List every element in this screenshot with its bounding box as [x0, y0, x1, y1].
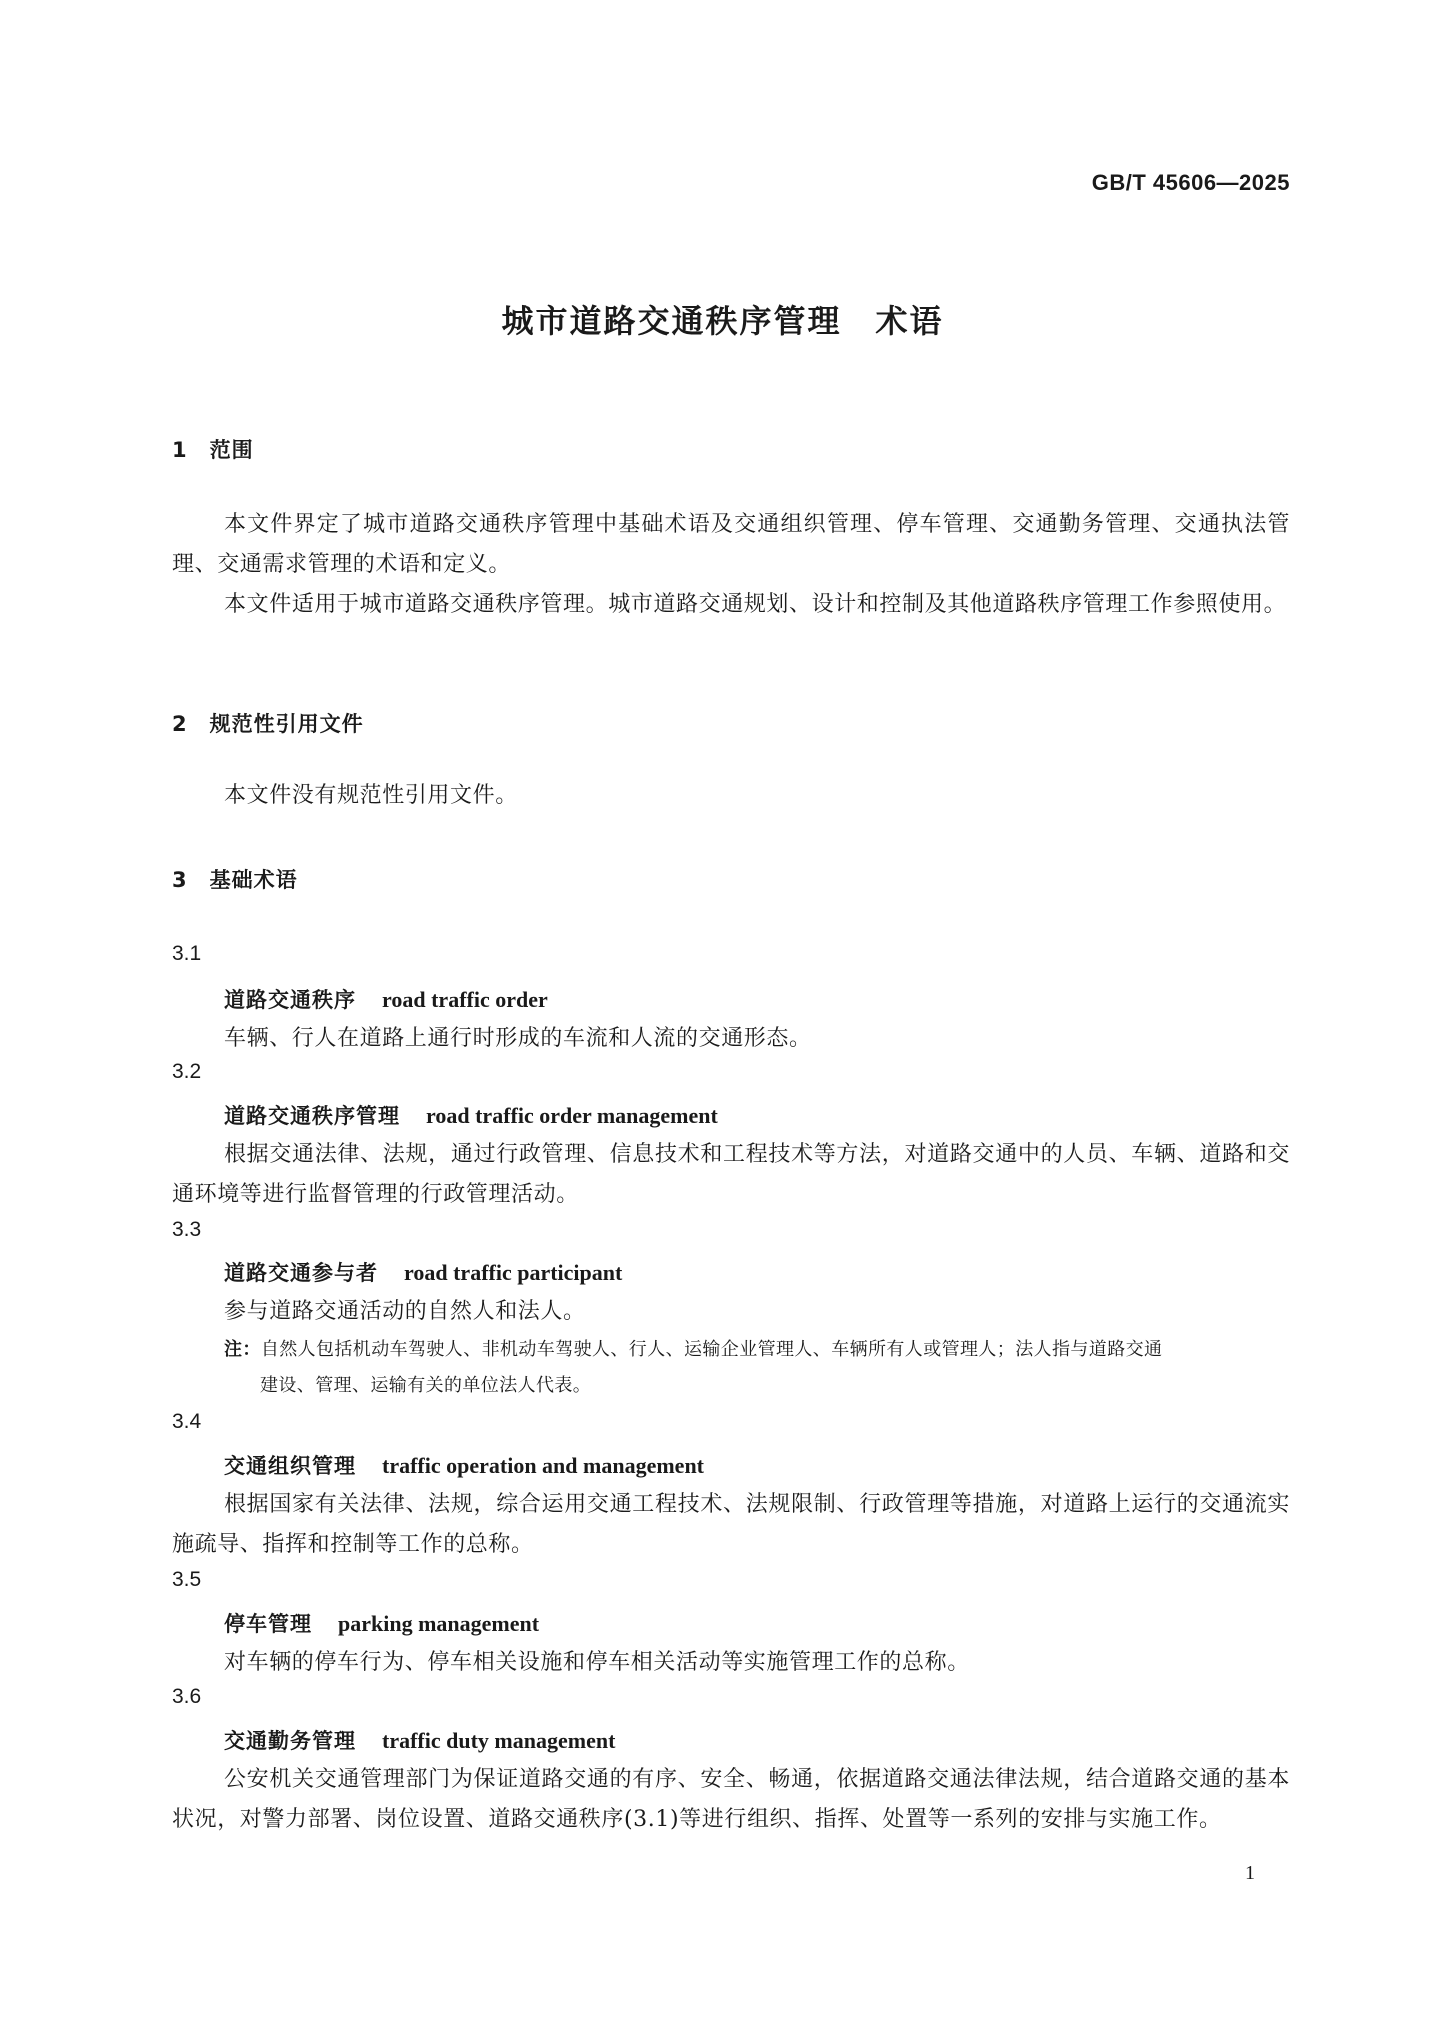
page-number: 1: [1245, 1862, 1255, 1884]
term-definition: 公安机关交通管理部门为保证道路交通的有序、安全、畅通，依据道路交通法律法规，结合道路交通的基本状况，对警力部署、岗位设置、道路交通秩序(3.1)等进行组织、指挥、处置等一系列的安排与实施工作。: [172, 1767, 1290, 1832]
paragraph-scope-2: 本文件适用于城市道路交通秩序管理。城市道路交通规划、设计和控制及其他道路秩序管理工作参照使用。: [224, 592, 1287, 617]
note-label: 注：: [224, 1339, 261, 1360]
term-definition: 根据国家有关法律、法规，综合运用交通工程技术、法规限制、行政管理等措施，对道路上运行的交通流实施疏导、指挥和控制等工作的总称。: [172, 1492, 1290, 1557]
term-definition: 根据交通法律、法规，通过行政管理、信息技术和工程技术等方法，对道路交通中的人员、车辆、道路和交通环境等进行监督管理的行政管理活动。: [172, 1142, 1290, 1207]
term-english: road traffic order management: [426, 1103, 718, 1128]
term-chinese: 停车管理: [224, 1612, 312, 1636]
term-english: traffic duty management: [382, 1728, 616, 1753]
term-english: road traffic participant: [404, 1260, 623, 1285]
term-chinese: 道路交通秩序管理: [224, 1104, 400, 1128]
term-note: [224, 1332, 1290, 1368]
term-number: 3.1: [172, 942, 202, 965]
term-heading: [224, 1725, 615, 1755]
section-heading-basic-terms: 3 基础术语: [172, 868, 298, 892]
section-heading-normative-references: 2 规范性引用文件: [172, 712, 364, 736]
term-heading: [224, 1608, 539, 1638]
term-number: 3.5: [172, 1568, 202, 1591]
term-english: traffic operation and management: [382, 1453, 705, 1478]
term-chinese: 交通勤务管理: [224, 1729, 356, 1753]
term-number: 3.2: [172, 1060, 202, 1083]
term-definition: 参与道路交通活动的自然人和法人。: [224, 1299, 586, 1324]
term-heading: [224, 984, 548, 1014]
paragraph-normative-references: 本文件没有规范性引用文件。: [224, 783, 518, 808]
term-chinese: 道路交通参与者: [224, 1261, 378, 1285]
term-heading: [224, 1257, 622, 1287]
term-definition: 对车辆的停车行为、停车相关设施和停车相关活动等实施管理工作的总称。: [224, 1650, 970, 1675]
term-chinese: 道路交通秩序: [224, 988, 356, 1012]
term-heading: [224, 1450, 704, 1480]
term-english: parking management: [338, 1611, 540, 1636]
paragraph-scope-1: 本文件界定了城市道路交通秩序管理中基础术语及交通组织管理、停车管理、交通勤务管理、交通执法管理、交通需求管理的术语和定义。: [172, 512, 1290, 577]
note-text: 自然人包括机动车驾驶人、非机动车驾驶人、行人、运输企业管理人、车辆所有人或管理人；法人指与道路交通: [260, 1339, 1163, 1360]
term-number: 3.6: [172, 1685, 202, 1708]
term-number: 3.4: [172, 1410, 202, 1433]
term-heading: [224, 1100, 718, 1130]
term-note-continuation: 建设、管理、运输有关的单位法人代表。: [260, 1375, 592, 1396]
term-chinese: 交通组织管理: [224, 1454, 356, 1478]
standard-number: GB/T 45606—2025: [1091, 170, 1290, 195]
term-definition: 车辆、行人在道路上通行时形成的车流和人流的交通形态。: [224, 1026, 812, 1051]
term-number: 3.3: [172, 1218, 202, 1241]
section-heading-scope: 1 范围: [172, 438, 254, 462]
document-title: 城市道路交通秩序管理 术语: [501, 302, 944, 340]
term-english: road traffic order: [382, 987, 548, 1012]
